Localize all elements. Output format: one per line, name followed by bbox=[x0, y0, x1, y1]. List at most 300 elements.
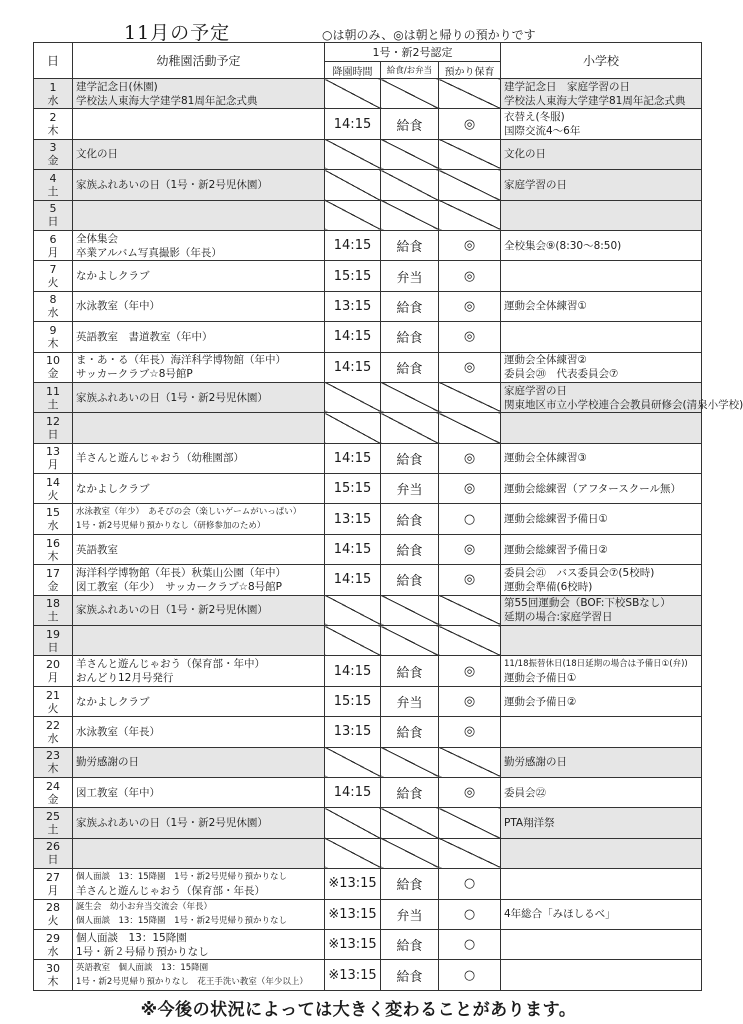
activity-line: なかよしクラブ bbox=[76, 270, 150, 283]
table-row bbox=[34, 656, 702, 686]
weekday: 日 bbox=[47, 215, 59, 229]
care-cell: ○ bbox=[439, 504, 501, 534]
meal-cell bbox=[381, 747, 439, 777]
school-line: 4年総合「みほしるべ」 bbox=[504, 908, 616, 921]
meal-cell: 給食 bbox=[381, 291, 439, 321]
meal-cell bbox=[381, 200, 439, 230]
activity-cell bbox=[73, 808, 325, 838]
day-cell bbox=[34, 960, 73, 990]
school-cell bbox=[501, 777, 702, 807]
school-line: 委員会㉒ bbox=[504, 786, 546, 799]
school-cell bbox=[501, 322, 702, 352]
activity-cell bbox=[73, 413, 325, 443]
day-cell bbox=[34, 717, 73, 747]
care-cell: ○ bbox=[439, 899, 501, 929]
day-cell bbox=[34, 79, 73, 109]
day-cell bbox=[34, 413, 73, 443]
school-line: 委員会⑳ 代表委員会⑦ bbox=[504, 368, 619, 381]
school-cell bbox=[501, 170, 702, 200]
table-row bbox=[34, 230, 702, 260]
day-cell bbox=[34, 626, 73, 656]
time-cell: 14:15 bbox=[325, 352, 381, 382]
footer-notice: ※今後の状況によっては大きく変わることがあります。 bbox=[140, 1000, 577, 1020]
school-cell bbox=[501, 929, 702, 959]
school-line: 国際交流4～6年 bbox=[504, 125, 581, 138]
header-care: 預かり保育 bbox=[439, 62, 501, 79]
day-number: 28 bbox=[46, 901, 60, 915]
table-row bbox=[34, 109, 702, 139]
meal-cell: 弁当 bbox=[381, 899, 439, 929]
table-row bbox=[34, 717, 702, 747]
care-cell: ◎ bbox=[439, 109, 501, 139]
meal-cell: 給食 bbox=[381, 109, 439, 139]
activity-cell bbox=[73, 565, 325, 595]
day-cell bbox=[34, 838, 73, 868]
school-line: 家庭学習の日 bbox=[504, 178, 567, 191]
day-cell bbox=[34, 808, 73, 838]
activity-line: 水泳教室（年長） bbox=[76, 725, 160, 738]
activity-cell bbox=[73, 717, 325, 747]
day-cell bbox=[34, 595, 73, 625]
activity-cell bbox=[73, 626, 325, 656]
meal-cell: 給食 bbox=[381, 869, 439, 899]
care-cell bbox=[439, 808, 501, 838]
table-row bbox=[34, 960, 702, 990]
weekday: 金 bbox=[47, 579, 59, 593]
meal-cell: 弁当 bbox=[381, 686, 439, 716]
school-line: 委員会㉑ バス委員会⑦(5校時) bbox=[504, 566, 655, 579]
activity-cell bbox=[73, 352, 325, 382]
meal-cell: 給食 bbox=[381, 777, 439, 807]
activity-cell bbox=[73, 595, 325, 625]
weekday: 水 bbox=[47, 944, 59, 958]
school-line: 運動会総練習予備日① bbox=[504, 513, 608, 526]
activity-line: 文化の日 bbox=[76, 148, 118, 161]
care-cell: ◎ bbox=[439, 717, 501, 747]
activity-line: おんどり12月号発行 bbox=[76, 672, 174, 685]
activity-line: 1号・新2号児帰り預かりなし（研修参加のため） bbox=[76, 521, 266, 532]
activity-line: 卒業アルバム写真撮影（年長） bbox=[76, 246, 222, 259]
table-row bbox=[34, 747, 702, 777]
school-line: PTA翔洋祭 bbox=[504, 817, 555, 830]
day-cell bbox=[34, 504, 73, 534]
day-number: 14 bbox=[46, 475, 60, 489]
weekday: 月 bbox=[47, 883, 59, 897]
meal-cell: 給食 bbox=[381, 929, 439, 959]
day-cell bbox=[34, 869, 73, 899]
meal-cell: 給食 bbox=[381, 565, 439, 595]
care-cell: ◎ bbox=[439, 534, 501, 564]
meal-cell: 弁当 bbox=[381, 261, 439, 291]
weekday: 火 bbox=[47, 914, 59, 928]
day-cell bbox=[34, 747, 73, 777]
table-row bbox=[34, 534, 702, 564]
weekday: 土 bbox=[47, 823, 59, 837]
meal-cell bbox=[381, 170, 439, 200]
school-line: 関東地区市立小学校連合会教員研修会(清泉小学校) bbox=[504, 398, 743, 411]
day-cell bbox=[34, 261, 73, 291]
activity-line: 家族ふれあいの日（1号・新2号児休園） bbox=[76, 391, 268, 404]
activity-line: 個人面談 13：15降園 1号・新2号児帰り預かりなし bbox=[76, 871, 287, 882]
school-line: 勤労感謝の日 bbox=[504, 756, 567, 769]
day-cell bbox=[34, 565, 73, 595]
activity-cell bbox=[73, 322, 325, 352]
school-cell bbox=[501, 230, 702, 260]
time-cell: 14:15 bbox=[325, 443, 381, 473]
header-pickup-time: 降園時間 bbox=[325, 62, 381, 79]
activity-line: なかよしクラブ bbox=[76, 695, 150, 708]
care-cell: ◎ bbox=[439, 322, 501, 352]
meal-cell bbox=[381, 595, 439, 625]
time-cell bbox=[325, 413, 381, 443]
day-number: 22 bbox=[46, 718, 60, 732]
time-cell: 15:15 bbox=[325, 261, 381, 291]
day-number: 13 bbox=[46, 445, 60, 459]
time-cell: 13:15 bbox=[325, 717, 381, 747]
table-row bbox=[34, 443, 702, 473]
day-number: 26 bbox=[46, 840, 60, 854]
day-number: 16 bbox=[46, 536, 60, 550]
weekday: 火 bbox=[47, 701, 59, 715]
care-cell bbox=[439, 79, 501, 109]
time-cell: ※13:15 bbox=[325, 929, 381, 959]
meal-cell: 給食 bbox=[381, 352, 439, 382]
weekday: 月 bbox=[47, 245, 59, 259]
table-row bbox=[34, 413, 702, 443]
legend-note: ○は朝のみ、◎は朝と帰りの預かりです bbox=[322, 28, 536, 42]
school-line: 衣替え(冬服) bbox=[504, 111, 565, 124]
care-cell: ○ bbox=[439, 960, 501, 990]
page-title: 11月の予定 bbox=[124, 22, 231, 44]
day-cell bbox=[34, 230, 73, 260]
day-cell bbox=[34, 686, 73, 716]
table-row bbox=[34, 474, 702, 504]
time-cell: ※13:15 bbox=[325, 960, 381, 990]
day-cell bbox=[34, 899, 73, 929]
activity-cell bbox=[73, 79, 325, 109]
school-line: 運動会全体練習② bbox=[504, 354, 587, 367]
school-line: 学校法人東海大学建学81周年記念式典 bbox=[504, 94, 686, 107]
day-number: 1 bbox=[49, 80, 57, 94]
school-line: 運動会予備日② bbox=[504, 695, 577, 708]
care-cell bbox=[439, 413, 501, 443]
school-cell bbox=[501, 139, 702, 169]
school-line: 運動会全体練習③ bbox=[504, 452, 587, 465]
activity-line: 個人面談 13：15降園 1号・新2号児帰り預かりなし bbox=[76, 916, 287, 927]
weekday: 土 bbox=[47, 610, 59, 624]
weekday: 金 bbox=[47, 792, 59, 806]
day-number: 25 bbox=[46, 810, 60, 824]
activity-cell bbox=[73, 686, 325, 716]
weekday: 日 bbox=[47, 427, 59, 441]
table-row bbox=[34, 170, 702, 200]
schedule-table bbox=[33, 42, 743, 991]
school-cell bbox=[501, 869, 702, 899]
time-cell: 14:15 bbox=[325, 656, 381, 686]
weekday: 木 bbox=[47, 975, 59, 989]
activity-line: 建学記念日(休園) bbox=[76, 80, 158, 93]
weekday: 木 bbox=[47, 549, 59, 563]
table-row bbox=[34, 777, 702, 807]
care-cell: ◎ bbox=[439, 656, 501, 686]
table-row bbox=[34, 595, 702, 625]
meal-cell bbox=[381, 382, 439, 412]
meal-cell bbox=[381, 79, 439, 109]
day-number: 29 bbox=[46, 931, 60, 945]
activity-line: 図工教室（年少） サッカークラブ☆8号館P bbox=[76, 580, 282, 593]
time-cell: 14:15 bbox=[325, 322, 381, 352]
meal-cell: 給食 bbox=[381, 230, 439, 260]
day-cell bbox=[34, 200, 73, 230]
school-line: 全校集会⑨(8:30～8:50) bbox=[504, 239, 622, 252]
meal-cell: 弁当 bbox=[381, 474, 439, 504]
day-number: 7 bbox=[49, 263, 57, 277]
school-line: 運動会総練習（アフタースクール無） bbox=[504, 482, 682, 495]
header-school: 小学校 bbox=[501, 43, 702, 79]
day-cell bbox=[34, 322, 73, 352]
day-number: 19 bbox=[46, 627, 60, 641]
activity-cell bbox=[73, 109, 325, 139]
activity-line: サッカークラブ☆8号館P bbox=[76, 368, 193, 381]
table-row bbox=[34, 261, 702, 291]
activity-cell bbox=[73, 443, 325, 473]
school-cell bbox=[501, 200, 702, 230]
meal-cell: 給食 bbox=[381, 443, 439, 473]
time-cell: ※13:15 bbox=[325, 869, 381, 899]
activity-line: 羊さんと遊んじゃおう（保育部・年長） bbox=[76, 884, 265, 897]
time-cell: 15:15 bbox=[325, 686, 381, 716]
meal-cell bbox=[381, 808, 439, 838]
header-meal: 給食/お弁当 bbox=[381, 62, 439, 79]
day-number: 30 bbox=[46, 962, 60, 976]
school-cell bbox=[501, 717, 702, 747]
school-cell bbox=[501, 413, 702, 443]
school-line: 運動会総練習予備日② bbox=[504, 543, 608, 556]
school-line: 第55回運動会（BOF:下校SBなし） bbox=[504, 597, 671, 610]
day-number: 5 bbox=[49, 202, 57, 216]
activity-cell bbox=[73, 838, 325, 868]
table-row bbox=[34, 869, 702, 899]
day-number: 21 bbox=[46, 688, 60, 702]
time-cell: 14:15 bbox=[325, 777, 381, 807]
time-cell: 13:15 bbox=[325, 291, 381, 321]
care-cell bbox=[439, 626, 501, 656]
activity-cell bbox=[73, 474, 325, 504]
activity-line: なかよしクラブ bbox=[76, 482, 150, 495]
time-cell: 15:15 bbox=[325, 474, 381, 504]
weekday: 水 bbox=[47, 731, 59, 745]
table-row bbox=[34, 352, 702, 382]
table-row bbox=[34, 200, 702, 230]
time-cell bbox=[325, 838, 381, 868]
school-cell bbox=[501, 838, 702, 868]
weekday: 日 bbox=[47, 853, 59, 867]
table-row bbox=[34, 565, 702, 595]
time-cell bbox=[325, 382, 381, 412]
school-line: 運動会準備(6校時) bbox=[504, 580, 593, 593]
activity-line: 図工教室（年中） bbox=[76, 786, 160, 799]
school-line: 運動会予備日① bbox=[504, 672, 577, 685]
school-cell bbox=[501, 534, 702, 564]
care-cell bbox=[439, 838, 501, 868]
header-group: 1号・新2号認定 bbox=[325, 43, 501, 62]
day-number: 4 bbox=[49, 171, 57, 185]
activity-line: 誕生会 幼小お弁当交流会（年長） bbox=[76, 902, 213, 913]
meal-cell bbox=[381, 838, 439, 868]
day-number: 23 bbox=[46, 749, 60, 763]
school-cell bbox=[501, 626, 702, 656]
table-row bbox=[34, 291, 702, 321]
weekday: 月 bbox=[47, 671, 59, 685]
school-cell bbox=[501, 747, 702, 777]
activity-cell bbox=[73, 382, 325, 412]
school-cell bbox=[501, 352, 702, 382]
table-row bbox=[34, 899, 702, 929]
table-row bbox=[34, 808, 702, 838]
activity-line: 水泳教室（年少） あそびの会（楽しいゲームがいっぱい） bbox=[76, 507, 302, 518]
time-cell bbox=[325, 79, 381, 109]
activity-line: 家族ふれあいの日（1号・新2号児休園） bbox=[76, 604, 268, 617]
activity-cell bbox=[73, 747, 325, 777]
weekday: 水 bbox=[47, 306, 59, 320]
meal-cell: 給食 bbox=[381, 534, 439, 564]
activity-line: 羊さんと遊んじゃおう（幼稚園部） bbox=[76, 452, 244, 465]
school-cell bbox=[501, 109, 702, 139]
header-activities: 幼稚園活動予定 bbox=[73, 43, 325, 79]
weekday: 日 bbox=[47, 640, 59, 654]
school-cell bbox=[501, 79, 702, 109]
weekday: 土 bbox=[47, 184, 59, 198]
activity-cell bbox=[73, 777, 325, 807]
meal-cell: 給食 bbox=[381, 504, 439, 534]
day-cell bbox=[34, 109, 73, 139]
care-cell bbox=[439, 139, 501, 169]
day-cell bbox=[34, 382, 73, 412]
care-cell: ◎ bbox=[439, 565, 501, 595]
day-cell bbox=[34, 170, 73, 200]
activity-line: 羊さんと遊んじゃおう（保育部・年中） bbox=[76, 658, 265, 671]
meal-cell: 給食 bbox=[381, 960, 439, 990]
care-cell bbox=[439, 747, 501, 777]
meal-cell: 給食 bbox=[381, 322, 439, 352]
care-cell bbox=[439, 382, 501, 412]
day-number: 10 bbox=[46, 354, 60, 368]
activity-cell bbox=[73, 960, 325, 990]
activity-line: 全体集会 bbox=[76, 232, 118, 245]
time-cell: 14:15 bbox=[325, 565, 381, 595]
school-line: 建学記念日 家庭学習の日 bbox=[504, 80, 630, 93]
time-cell bbox=[325, 595, 381, 625]
activity-cell bbox=[73, 139, 325, 169]
school-cell bbox=[501, 899, 702, 929]
activity-line: 個人面談 13：15降園 bbox=[76, 931, 187, 944]
day-number: 27 bbox=[46, 870, 60, 884]
time-cell: ※13:15 bbox=[325, 899, 381, 929]
care-cell: ◎ bbox=[439, 261, 501, 291]
activity-line: 勤労感謝の日 bbox=[76, 756, 139, 769]
school-cell bbox=[501, 960, 702, 990]
weekday: 火 bbox=[47, 276, 59, 290]
activity-line: 英語教室 bbox=[76, 543, 118, 556]
weekday: 月 bbox=[47, 458, 59, 472]
school-cell bbox=[501, 504, 702, 534]
table-row bbox=[34, 504, 702, 534]
activity-line: 学校法人東海大学建学81周年記念式典 bbox=[76, 94, 258, 107]
school-line: 11/18振替休日(18日延期の場合は予備日①(弁)) bbox=[504, 659, 688, 670]
activity-line: 英語教室 個人面談 13：15降園 bbox=[76, 963, 209, 974]
activity-line: 1号・新２号帰り預かりなし bbox=[76, 945, 209, 958]
care-cell: ○ bbox=[439, 929, 501, 959]
day-cell bbox=[34, 139, 73, 169]
weekday: 金 bbox=[47, 367, 59, 381]
care-cell: ◎ bbox=[439, 686, 501, 716]
table-row bbox=[34, 929, 702, 959]
table-row bbox=[34, 838, 702, 868]
day-number: 20 bbox=[46, 658, 60, 672]
care-cell bbox=[439, 170, 501, 200]
care-cell: ◎ bbox=[439, 230, 501, 260]
meal-cell bbox=[381, 139, 439, 169]
activity-line: ま・あ・る（年長）海洋科学博物館（年中） bbox=[76, 354, 286, 367]
school-line: 運動会全体練習① bbox=[504, 300, 587, 313]
school-cell bbox=[501, 382, 743, 412]
day-number: 17 bbox=[46, 566, 60, 580]
weekday: 木 bbox=[47, 762, 59, 776]
weekday: 金 bbox=[47, 154, 59, 168]
table-row bbox=[34, 139, 702, 169]
activity-cell bbox=[73, 261, 325, 291]
activity-line: 水泳教室（年中） bbox=[76, 300, 160, 313]
weekday: 木 bbox=[47, 336, 59, 350]
time-cell bbox=[325, 200, 381, 230]
header-day: 日 bbox=[34, 43, 73, 79]
school-cell bbox=[501, 656, 702, 686]
time-cell bbox=[325, 747, 381, 777]
school-cell bbox=[501, 808, 702, 838]
day-cell bbox=[34, 474, 73, 504]
activity-cell bbox=[73, 291, 325, 321]
day-number: 2 bbox=[49, 111, 57, 125]
time-cell: 13:15 bbox=[325, 504, 381, 534]
activity-line: 家族ふれあいの日（1号・新2号児休園） bbox=[76, 178, 268, 191]
day-number: 15 bbox=[46, 506, 60, 520]
activity-cell bbox=[73, 656, 325, 686]
time-cell bbox=[325, 626, 381, 656]
weekday: 火 bbox=[47, 488, 59, 502]
care-cell: ◎ bbox=[439, 291, 501, 321]
activity-cell bbox=[73, 504, 325, 534]
school-cell bbox=[501, 474, 702, 504]
activity-line: 1号・新2号児帰り預かりなし 花王手洗い教室（年少以上） bbox=[76, 977, 308, 988]
activity-cell bbox=[73, 869, 325, 899]
care-cell bbox=[439, 200, 501, 230]
school-cell bbox=[501, 595, 702, 625]
table-row bbox=[34, 382, 702, 412]
school-cell bbox=[501, 291, 702, 321]
table-row bbox=[34, 686, 702, 716]
school-line: 文化の日 bbox=[504, 148, 546, 161]
activity-line: 英語教室 書道教室（年中） bbox=[76, 330, 213, 343]
weekday: 水 bbox=[47, 93, 59, 107]
weekday: 木 bbox=[47, 124, 59, 138]
time-cell: 14:15 bbox=[325, 109, 381, 139]
care-cell: ◎ bbox=[439, 474, 501, 504]
day-cell bbox=[34, 929, 73, 959]
weekday: 水 bbox=[47, 519, 59, 533]
day-number: 8 bbox=[49, 293, 57, 307]
activity-cell bbox=[73, 899, 325, 929]
care-cell: ◎ bbox=[439, 777, 501, 807]
